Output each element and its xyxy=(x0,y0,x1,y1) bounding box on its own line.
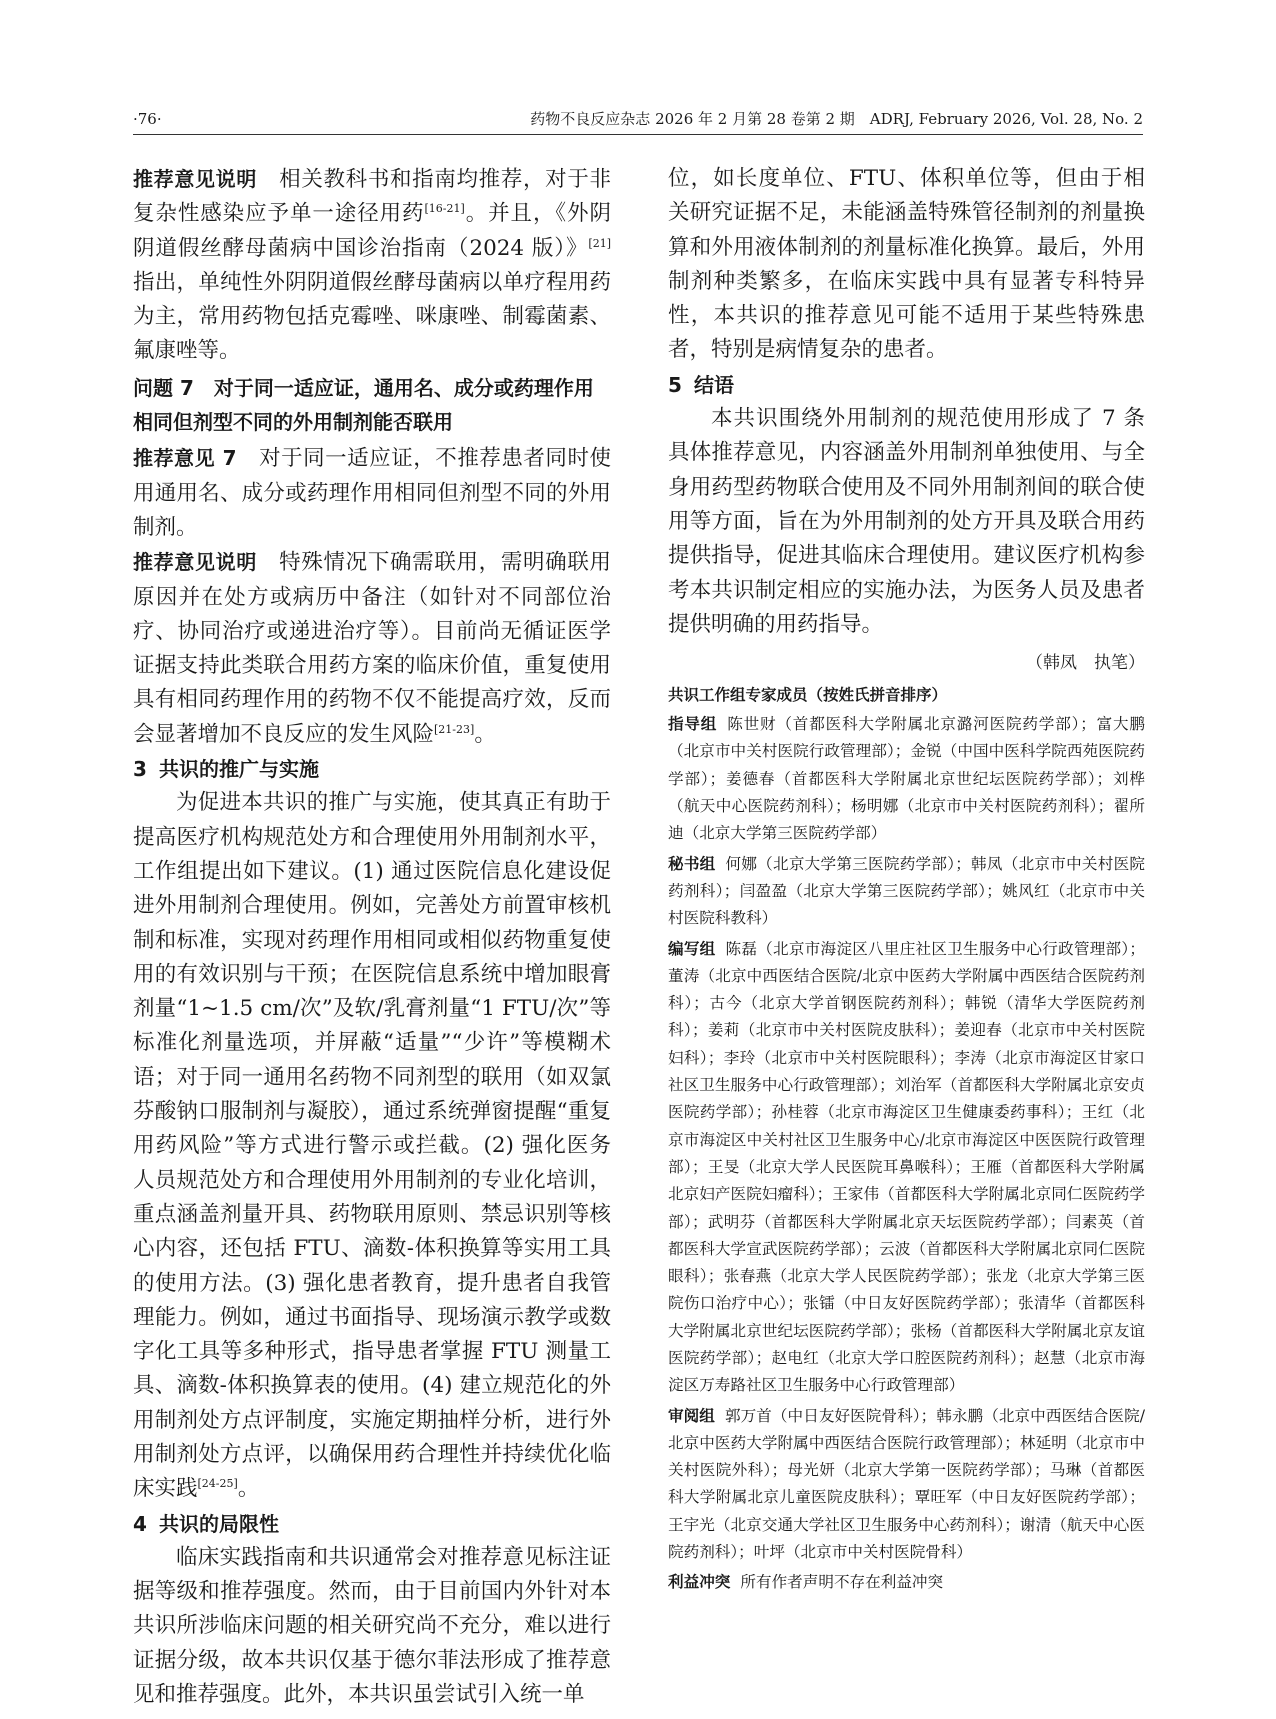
group-label: 利益冲突 xyxy=(668,1573,731,1592)
question-7-title: 问题 7 对于同一适应证，通用名、成分或药理作用相同但剂型不同的外用制剂能否联用 xyxy=(133,375,594,435)
running-header xyxy=(133,108,1143,135)
page-number: ·76· xyxy=(133,110,162,128)
paragraph-label: 推荐意见 7 xyxy=(133,446,237,471)
writing-group: 编写组 陈磊（北京市海淀区八里庄社区卫生服务中心行政管理部）；董涛（北京中西医结合医院/北京中医药大学附属中西医结合医院药剂科）；古今（北京大学首钢医院药剂科）；韩锐（清华大学医院药剂科）；姜莉（北京市中关村医院皮肤科）；姜迎春（北京市中关村医院妇科）；李玲（北京市中关村医院眼科）；李涛（北京市海淀区甘家口社区卫生服务中心行政管理部）；刘治军（首都医科大学附属北京安贞医院药学部）；孙桂蓉（北京市海淀区卫生健康委药事科）；王红（北京市海淀区中关村社区卫生服务中心/北京市海淀区中医医院行政管理部）；王旻（北京大学人民医院耳鼻喉科）；王雁（首都医科大学附属北京妇产医院妇瘤科）；王家伟（首都医科大学附属北京同仁医院药学部）；武明芬（首都医科大学附属北京天坛医院药学部）；闫素英（首都医科大学宣武医院药学部）；云波（首都医科大学附属北京同仁医院眼科）；张春燕（北京大学人民医院药学部）；张龙（北京大学第三医院伤口治疗中心）；张镭（中日友好医院药学部）；张清华（首都医科大学附属北京世纪坛医院药学部）；张杨（首都医科大学附属北京友谊医院药学部）；赵电红（北京大学口腔医院药剂科）；赵慧（北京市海淀区万寿路社区卫生服务中心行政管理部） xyxy=(668,939,1145,1395)
section-4-body: 临床实践指南和共识通常会对推荐意见标注证据等级和推荐强度。然而，由于目前国内外针对本共识所涉临床问题的相关研究尚不充分，难以进行证据分级，故本共识仅基于德尔菲法形成了推荐意见和推荐强度。此外，本共识虽尝试引入统一单 xyxy=(133,1544,611,1708)
members-heading: 共识工作组专家成员（按姓氏拼音排序） xyxy=(668,686,948,705)
group-label: 审阅组 xyxy=(668,1406,715,1425)
recommendation-explanation-6: 推荐意见说明 相关教科书和指南均推荐，对于非复杂性感染应予单一途径用药[16-21]。并且，《外阴阴道假丝酵母菌病中国诊治指南（2024 版）》[21]指出，单纯性外阴阴道假丝酵母菌病以单疗程用药为主，常用药物包括克霉唑、咪康唑、制霉菌素、氟康唑等。 xyxy=(133,167,611,364)
group-label: 秘书组 xyxy=(668,854,716,873)
group-label: 指导组 xyxy=(668,715,718,734)
citation: [21-23] xyxy=(434,722,475,736)
section-4-heading: 4 共识的局限性 xyxy=(133,1511,279,1536)
recommendation-explanation-7: 推荐意见说明 特殊情况下确需联用，需明确联用原因并在处方或病历中备注（如针对不同部位治疗、协同治疗或递进治疗等）。目前尚无循证医学证据支持此类联合用药方案的临床价值，重复使用具有相同药理作用的药物不仅不能提高疗效，反而会显著增加不良反应的发生风险[21-23]。 xyxy=(133,550,611,747)
section-5-heading: 5 结语 xyxy=(668,372,734,397)
review-group: 审阅组 郭万首（中日友好医院骨科）；韩永鹏（北京中西医结合医院/北京中医药大学附属中西医结合医院行政管理部）；林延明（北京市中关村医院外科）；母光妍（北京大学第一医院药学部）；马琳（首都医科大学附属北京儿童医院皮肤科）；覃旺军（中日友好医院药学部）；王宇光（北京交通大学社区卫生服务中心药剂科）；谢清（航天中心医院药剂科）；叶坪（北京市中关村医院骨科） xyxy=(668,1406,1145,1562)
paragraph-label: 推荐意见说明 xyxy=(133,167,257,191)
secretary-group: 秘书组 何娜（北京大学第三医院药学部）；韩凤（北京市中关村医院药剂科）；闫盈盈（北京大学第三医院药学部）；姚风红（北京市中关村医院科教科） xyxy=(668,854,1145,928)
section-5-body: 本共识围绕外用制剂的规范使用形成了 7 条具体推荐意见，内容涵盖外用制剂单独使用、与全身用药型药物联合使用及不同外用制剂间的联合使用等方面，旨在为外用制剂的处方开具及联合用药提供指导，促进其临床合理使用。建议医疗机构参考本共识制定相应的实施办法，为医务人员及患者提供明确的用药指导。 xyxy=(668,406,1145,637)
section-4-body-continued: 位，如长度单位、FTU、体积单位等，但由于相关研究证据不足，未能涵盖特殊管径制剂的剂量换算和外用液体制剂的剂量标准化换算。最后，外用制剂种类繁多，在临床实践中具有显著专科特异性，本共识的推荐意见可能不适用于某些特殊患者，特别是病情复杂的患者。 xyxy=(668,166,1145,363)
citation: [21] xyxy=(588,236,611,250)
journal-citation: 药物不良反应杂志 2026 年 2 月第 28 卷第 2 期 ADRJ, February 2026, Vol. 28, No. 2 xyxy=(530,110,1143,128)
section-3-heading: 3 共识的推广与实施 xyxy=(133,757,319,782)
right-column xyxy=(668,162,1145,1600)
section-3-body: 为促进本共识的推广与实施，使其真正有助于提高医疗机构规范处方和合理使用外用制剂水平，工作组提出如下建议。(1) 通过医院信息化建设促进外用制剂合理使用。例如，完善处方前置审核机制和标准，实现对药理作用相同或相似药物重复使用的有效识别与干预；在医院信息系统中增加眼膏剂量“1~1.5 cm/次”及软/乳膏剂量“1 FTU/次”等标准化剂量选项，并屏蔽“适量”“少许”等模糊术语；对于同一通用名药物不同剂型的联用（如双氯芬酸钠口服制剂与凝胶），通过系统弹窗提醒“重复用药风险”等方式进行警示或拦截。(2) 强化医务人员规范处方和合理使用外用制剂的专业化培训，重点涵盖剂量开具、药物联用原则、禁忌识别等核心内容，还包括 FTU、滴数-体积换算等实用工具的使用方法。(3) 强化患者教育，提升患者自我管理能力。例如，通过书面指导、现场演示教学或数字化工具等多种形式，指导患者掌握 FTU 测量工具、滴数-体积换算表的使用。(4) 建立规范化的外用制剂处方点评制度，实施定期抽样分析，进行外用制剂处方点评，以确保用药合理性并持续优化临床实践[24-25]。 xyxy=(133,790,611,1502)
guidance-group: 指导组 陈世财（首都医科大学附属北京潞河医院药学部）；富大鹏（北京市中关村医院行政管理部）；金锐（中国中医科学院西苑医院药学部）；姜德春（首都医科大学附属北京世纪坛医院药学部）；刘桦（航天中心医院药剂科）；杨明娜（北京市中关村医院药剂科）；翟所迪（北京大学第三医院药学部） xyxy=(668,715,1145,843)
conflict-of-interest: 利益冲突 所有作者声明不存在利益冲突 xyxy=(668,1573,944,1592)
citation: [16-21] xyxy=(424,202,465,216)
citation: [24-25] xyxy=(197,1477,238,1491)
author-signature: （韩凤 执笔） xyxy=(1026,653,1145,674)
recommendation-7: 推荐意见 7 对于同一适应证，不推荐患者同时使用通用名、成分或药理作用相同但剂型不同的外用制剂。 xyxy=(133,446,611,540)
paragraph-label: 推荐意见说明 xyxy=(133,550,257,575)
left-column xyxy=(133,162,611,1712)
group-label: 编写组 xyxy=(668,939,716,958)
